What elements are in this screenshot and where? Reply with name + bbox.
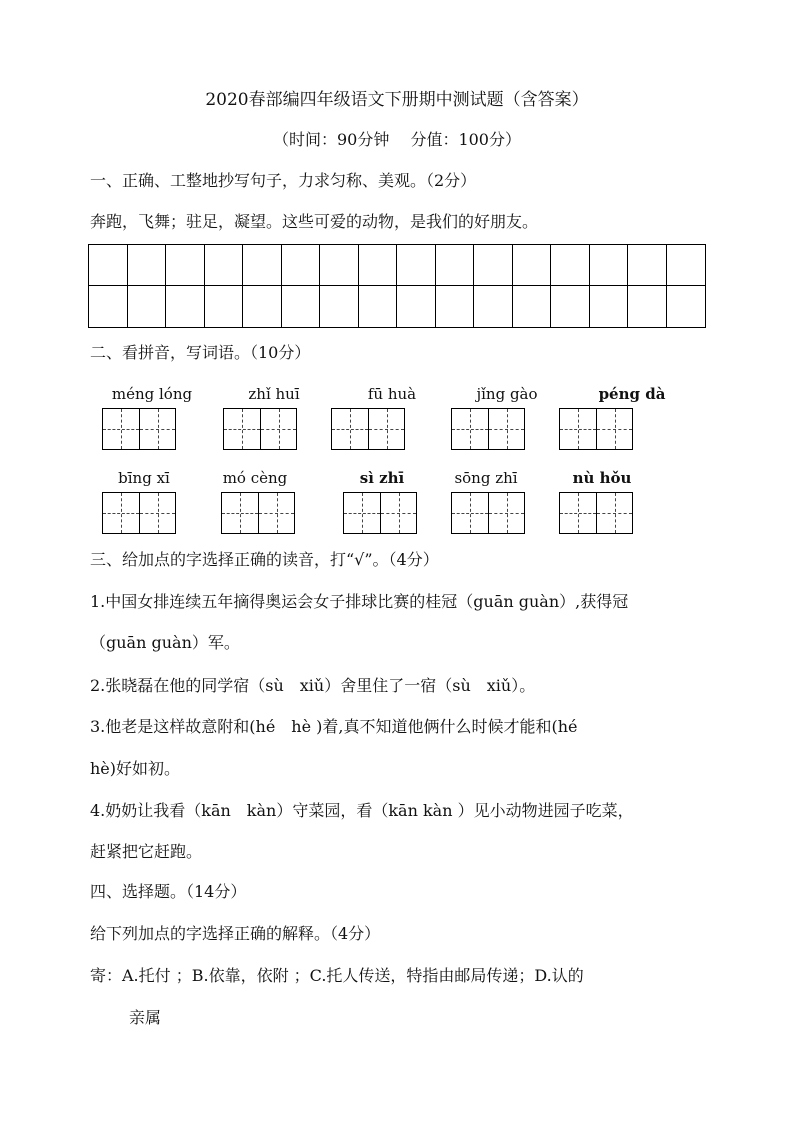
page-title: 2020春部编四年级语文下册期中测试题（含答案） [205, 90, 589, 110]
pinyin-label: jǐng gào [476, 385, 538, 403]
pinyin-label: sì zhī [359, 469, 405, 487]
pinyin-label: nù hǒu [572, 469, 632, 487]
tianzige-box[interactable] [221, 492, 295, 534]
writing-grid [88, 244, 706, 328]
tianzige-box[interactable] [343, 492, 417, 534]
tianzige-box[interactable] [102, 492, 176, 534]
tianzige-box[interactable] [102, 408, 176, 450]
tianzige-box[interactable] [331, 408, 405, 450]
pinyin-label: méng lóng [111, 385, 193, 403]
section-3-heading: 三、给加点的字选择正确的读音，打“√”。（4分） [90, 550, 439, 569]
section-1-heading: 一、正确、工整地抄写句子，力求匀称、美观。（2分） [90, 171, 477, 190]
tianzige-box[interactable] [223, 408, 297, 450]
pinyin-label: zhǐ huī [248, 385, 300, 403]
pinyin-label: péng dà [598, 385, 666, 403]
question-line: （guān guàn）军。 [90, 633, 240, 652]
pinyin-label: bīng xī [118, 469, 170, 487]
question-line: 3.他老是这样故意附和(hé hè )着,真不知道他俩什么时候才能和(hé [90, 717, 578, 736]
tianzige-box[interactable] [559, 492, 633, 534]
pinyin-label: sōng zhī [454, 469, 518, 487]
tianzige-box[interactable] [559, 408, 633, 450]
exam-info: （时间：90分钟 分值：100分） [273, 130, 521, 149]
question-line: 赶紧把它赶跑。 [90, 842, 203, 861]
pinyin-label: fū huà [367, 385, 417, 403]
definition-continuation: 亲属 [129, 1008, 162, 1027]
section-2-heading: 二、看拼音，写词语。（10分） [90, 343, 311, 362]
question-line: hè)好如初。 [90, 759, 181, 778]
question-line: 1.中国女排连续五年摘得奥运会女子排球比赛的桂冠（guān guàn）,获得冠 [90, 592, 629, 611]
question-line: 4.奶奶让我看（kān kàn）守菜园，看（kān kàn ）见小动物进园子吃菜， [90, 801, 634, 820]
pinyin-label: mó cèng [222, 469, 288, 487]
section-4-instruction: 给下列加点的字选择正确的解释。（4分） [90, 924, 381, 943]
tianzige-box[interactable] [451, 492, 525, 534]
tianzige-box[interactable] [451, 408, 525, 450]
question-line: 2.张晓磊在他的同学宿（sù xiǔ）舍里住了一宿（sù xiǔ）。 [90, 676, 536, 695]
copy-sentence: 奔跑，飞舞；驻足，凝望。这些可爱的动物，是我们的好朋友。 [90, 212, 539, 231]
definition-line: 寄：A.托付 ；B.依靠，依附 ；C.托人传送，特指由邮局传递；D.认的 [90, 966, 584, 985]
section-4-heading: 四、选择题。（14分） [90, 882, 247, 901]
